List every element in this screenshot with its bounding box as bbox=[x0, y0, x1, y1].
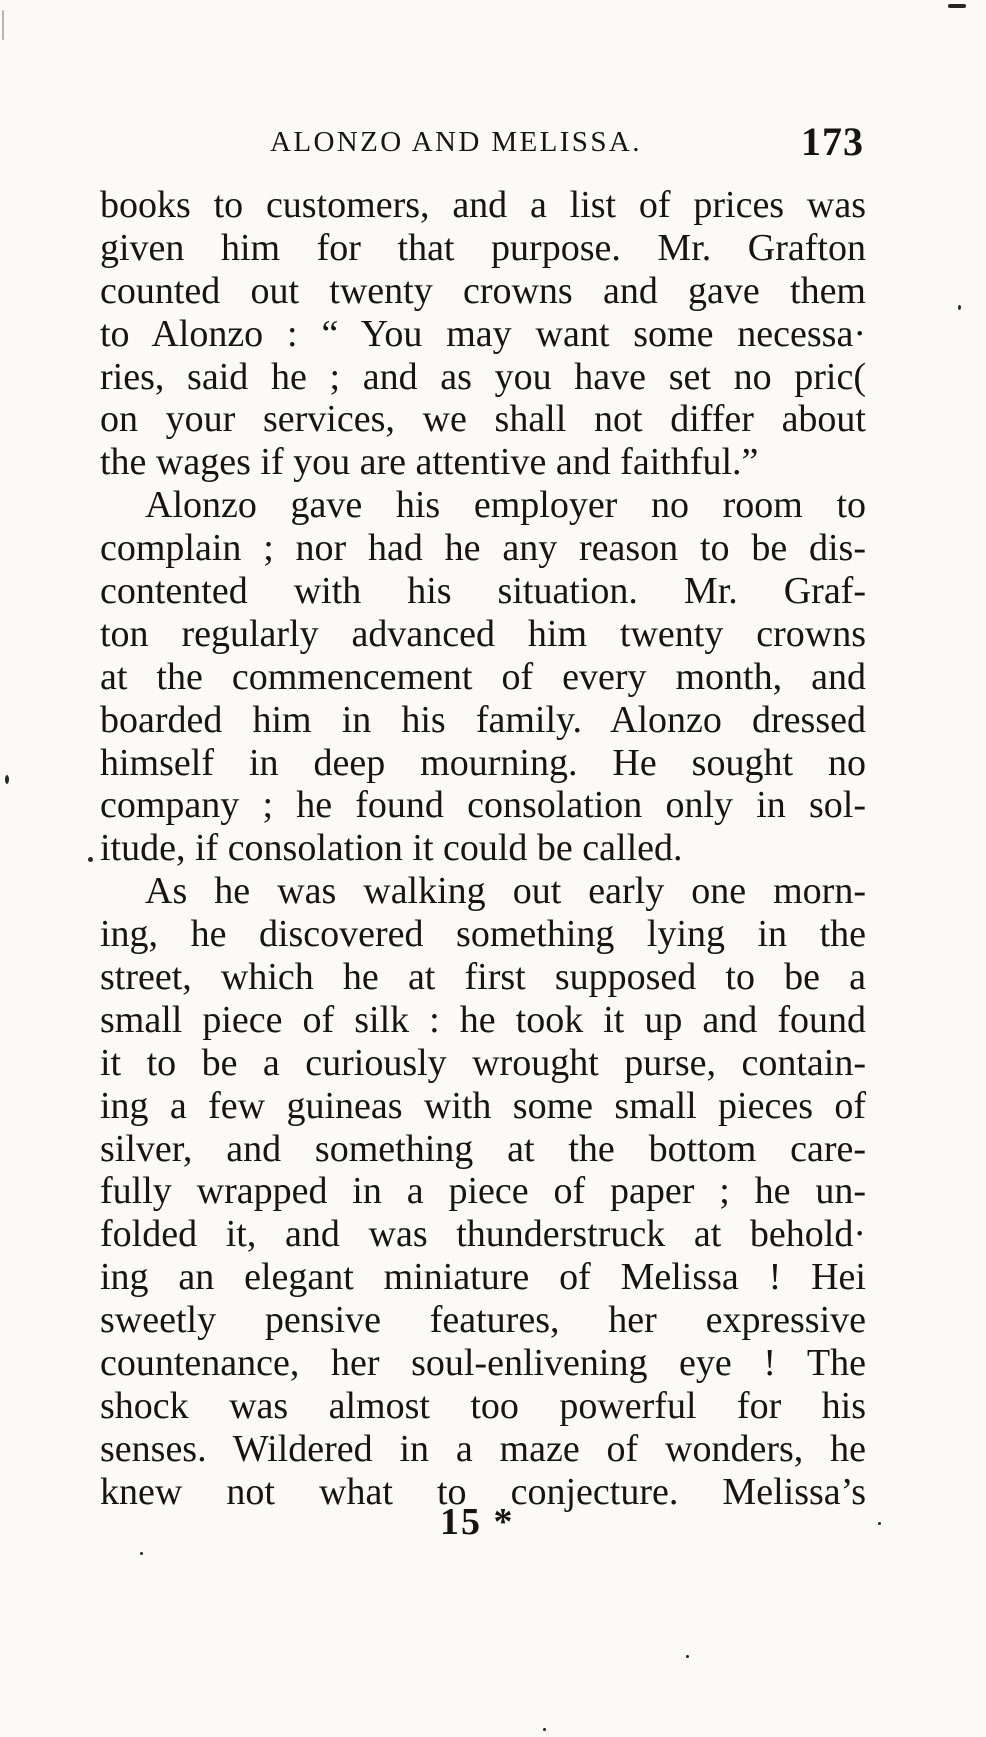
print-speck bbox=[878, 1522, 881, 1525]
text-line: ing an elegant miniature of Melissa ! Hei bbox=[100, 1256, 866, 1299]
text-line: fully wrapped in a piece of paper ; he un- bbox=[100, 1170, 866, 1213]
body-text bbox=[100, 184, 866, 1514]
print-speck bbox=[5, 775, 9, 784]
print-speck bbox=[686, 1655, 689, 1658]
text-line: ing a few guineas with some small pieces of bbox=[100, 1084, 866, 1127]
text-line: countenance, her soul-enlivening eye ! The bbox=[100, 1342, 866, 1385]
text-line: company ; he found consolation only in sol- bbox=[100, 784, 866, 827]
text-line: himself in deep mourning. He sought no bbox=[100, 741, 866, 784]
print-speck bbox=[948, 4, 966, 8]
text-line: counted out twenty crowns and gave them bbox=[100, 269, 866, 312]
print-speck bbox=[140, 1552, 143, 1555]
text-line: it to be a curiously wrought purse, contain- bbox=[100, 1041, 866, 1084]
paragraph-start-line: Alonzo gave his employer no room to bbox=[145, 484, 866, 527]
text-line: boarded him in his family. Alonzo dressed bbox=[100, 698, 866, 741]
text-line: at the commencement of every month, and bbox=[100, 655, 866, 698]
text-line: the wages if you are attentive and faithful.” bbox=[100, 441, 759, 484]
text-line: silver, and something at the bottom care- bbox=[100, 1127, 866, 1170]
text-line: ries, said he ; and as you have set no pric( bbox=[100, 355, 866, 398]
text-line: small piece of silk : he took it up and found bbox=[100, 998, 866, 1041]
text-line: itude, if consolation it could be called. bbox=[100, 827, 683, 870]
text-line: sweetly pensive features, her expressive bbox=[100, 1299, 866, 1342]
paragraph-start-line: As he was walking out early one morn- bbox=[145, 870, 866, 913]
text-line: books to customers, and a list of prices was bbox=[100, 184, 866, 226]
text-line: ton regularly advanced him twenty crowns bbox=[100, 612, 866, 655]
print-speck bbox=[88, 857, 93, 862]
text-line: shock was almost too powerful for his bbox=[100, 1384, 866, 1427]
text-line: to Alonzo : “ You may want some necessa· bbox=[100, 312, 866, 355]
running-title: ALONZO AND MELISSA. bbox=[270, 126, 642, 158]
print-speck bbox=[2, 10, 4, 40]
page-number: 173 bbox=[801, 119, 864, 164]
signature-mark: 15 * bbox=[440, 1501, 515, 1543]
text-line: on your services, we shall not differ about bbox=[100, 398, 866, 441]
print-speck bbox=[543, 1728, 546, 1731]
text-line: street, which he at first supposed to be a bbox=[100, 956, 866, 999]
print-speck bbox=[958, 305, 961, 310]
text-line: senses. Wildered in a maze of wonders, he bbox=[100, 1427, 866, 1470]
text-line: complain ; nor had he any reason to be dis- bbox=[100, 527, 866, 570]
text-line: knew not what to conjecture. Melissa’s bbox=[100, 1470, 866, 1513]
text-line: ing, he discovered something lying in the bbox=[100, 913, 866, 956]
page-header bbox=[100, 118, 864, 178]
text-line: folded it, and was thunderstruck at behold· bbox=[100, 1213, 866, 1256]
text-line: given him for that purpose. Mr. Grafton bbox=[100, 226, 866, 269]
text-line: contented with his situation. Mr. Graf- bbox=[100, 570, 866, 613]
